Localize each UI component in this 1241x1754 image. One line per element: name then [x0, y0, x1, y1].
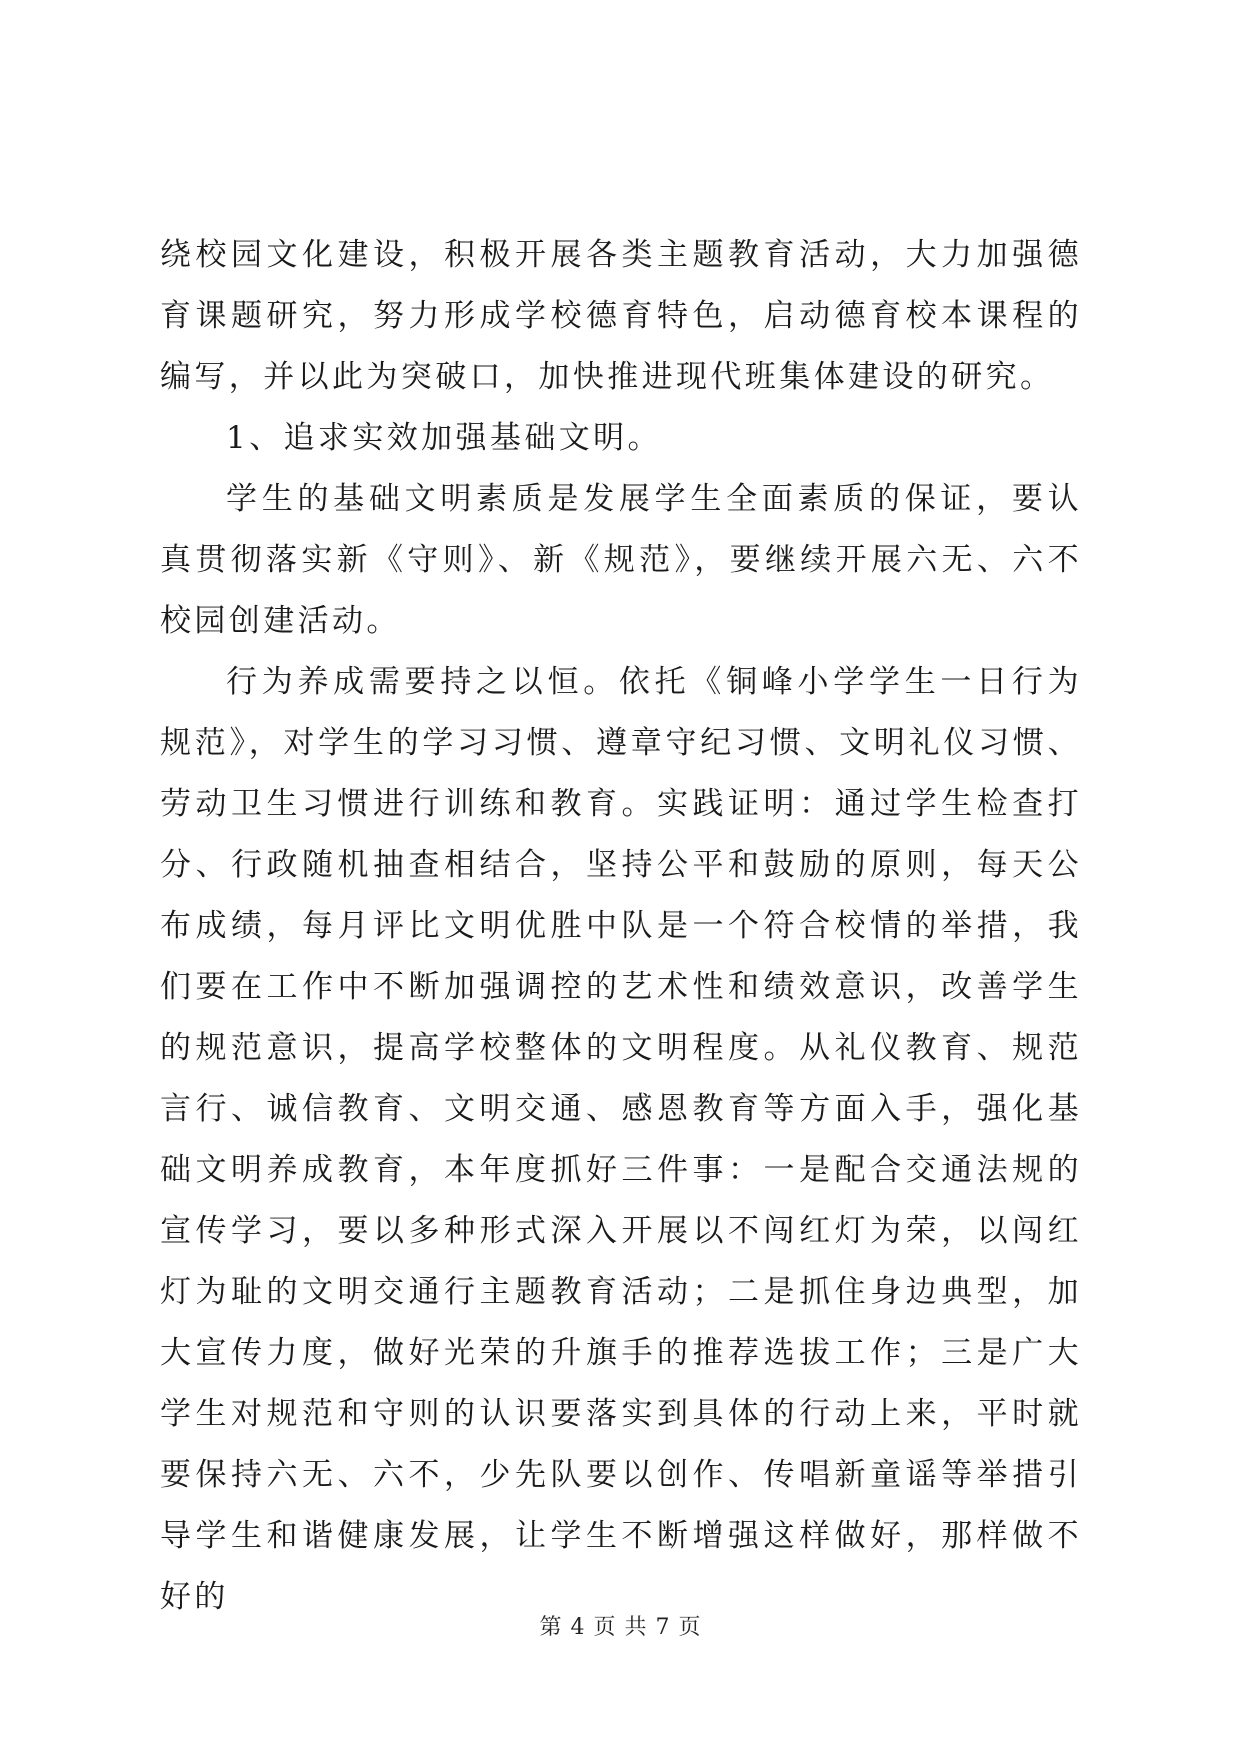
paragraph-behavior-habits: 行为养成需要持之以恒。依托《铜峰小学学生一日行为规范》，对学生的学习习惯、遵章守纪习惯、文明礼仪习惯、劳动卫生习惯进行训练和教育。实践证明：通过学生检查打分、行政随机抽查相结合，坚持公平和鼓励的原则，每天公布成绩，每月评比文明优胜中队是一个符合校情的举措，我们要在工作中不断加强调控的艺术性和绩效意识，改善学生的规范意识，提高学校整体的文明程度。从礼仪教育、规范言行、诚信教育、文明交通、感恩教育等方面入手，强化基础文明养成教育，本年度抓好三件事：一是配合交通法规的宣传学习，要以多种形式深入开展以不闯红灯为荣，以闯红灯为耻的文明交通行主题教育活动；二是抓住身边典型，加大宣传力度，做好光荣的升旗手的推荐选拔工作；三是广大学生对规范和守则的认识要落实到具体的行动上来，平时就要保持六无、六不，少先队要以创作、传唱新童谣等举措引导学生和谐健康发展，让学生不断增强这样做好，那样做不好的	[160, 664, 1082, 1615]
page-number-footer: 第 4 页 共 7 页	[539, 1615, 702, 1640]
paragraph-intro: 绕校园文化建设，积极开展各类主题教育活动，大力加强德育课题研究，努力形成学校德育特色，启动德育校本课程的编写，并以此为突破口，加快推进现代班集体建设的研究。	[160, 237, 1082, 395]
section-heading: 1、追求实效加强基础文明。	[226, 420, 662, 456]
document-body	[160, 225, 1082, 1628]
paragraph-basic-civility: 学生的基础文明素质是发展学生全面素质的保证，要认真贯彻落实新《守则》、新《规范》，要继续开展六无、六不校园创建活动。	[160, 481, 1082, 639]
